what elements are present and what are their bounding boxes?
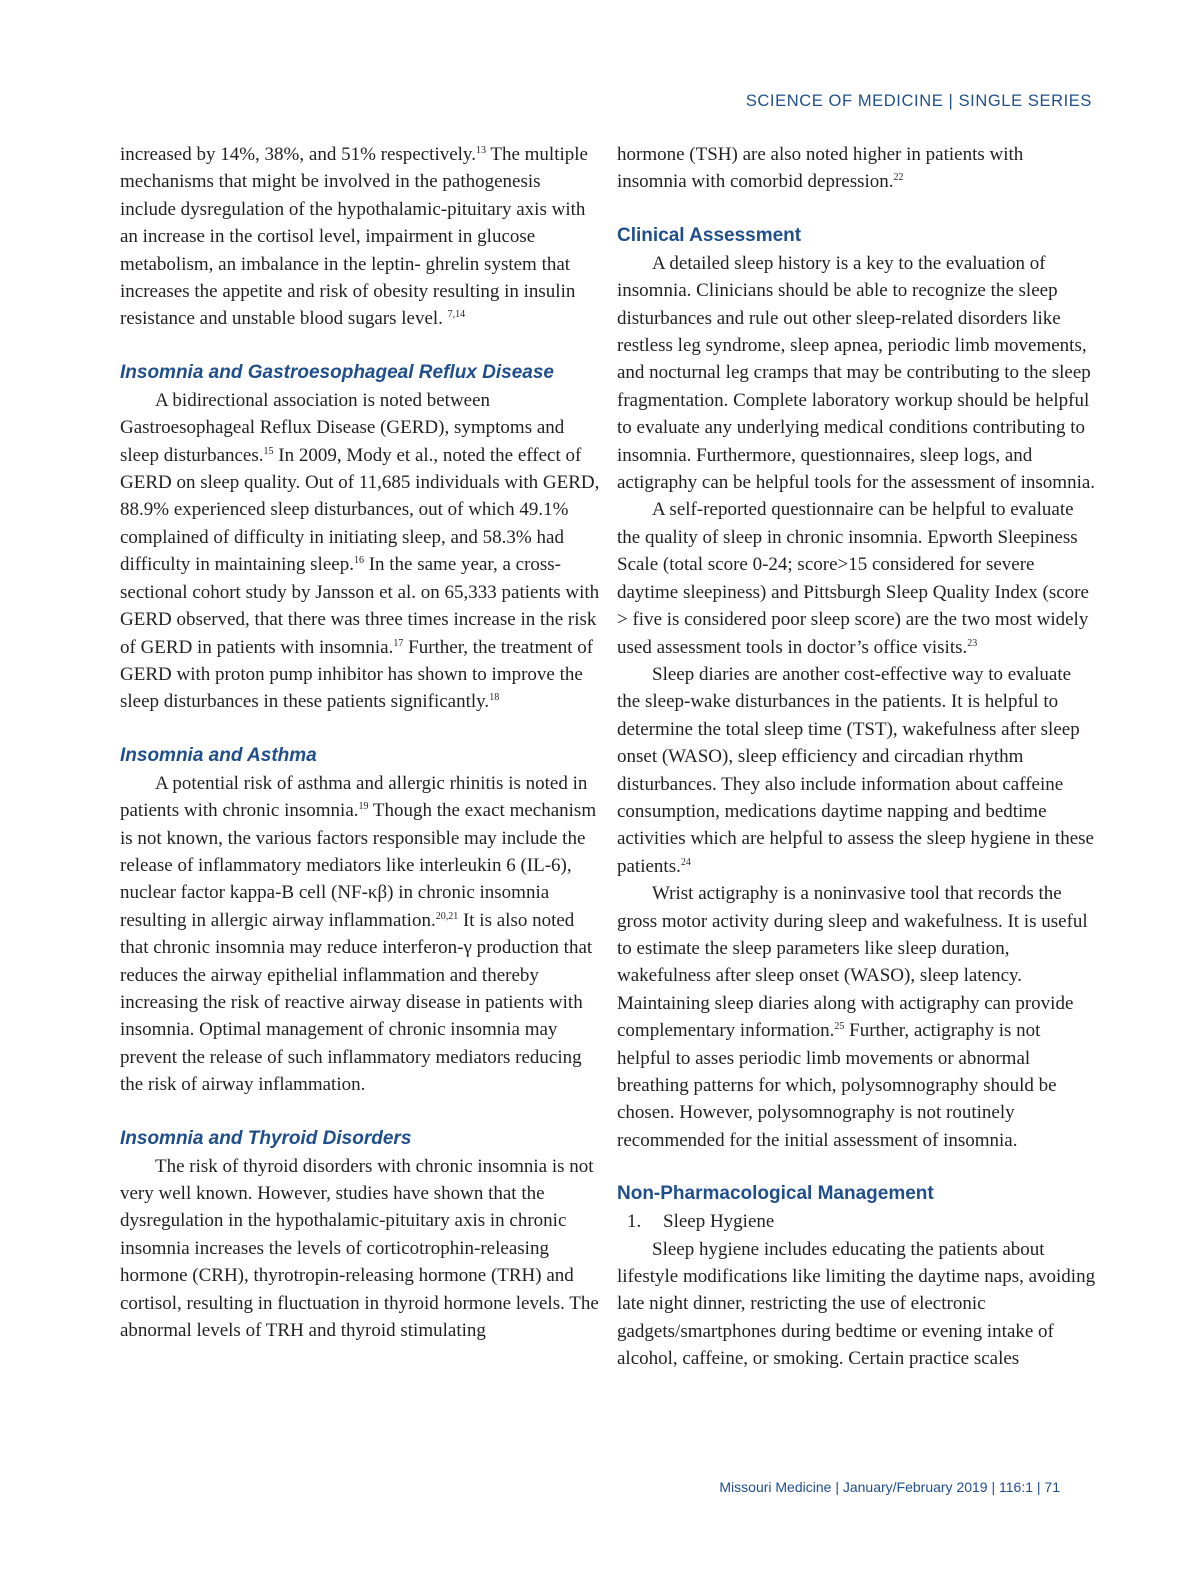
- page-footer: Missouri Medicine | January/February 2019 | 116:1 | 71: [719, 1479, 1060, 1495]
- citation: 7,14: [447, 309, 466, 321]
- citation: 16: [353, 555, 364, 567]
- citation: 19: [358, 801, 369, 813]
- section-heading-non-pharmacological: Non-Pharmacological Management: [617, 1183, 934, 1205]
- paragraph: A self-reported questionnaire can be helpful to evaluate the quality of sleep in chronic insomnia. Epworth Sleepiness Scale (total score 0-24; score>15 considered for severe daytime sleepiness) and Pittsburgh Sleep Quality Index (score > five is considered poor sleep score) are the two most widely used assessment tools in doctor’s office visits.$^{23}$: [617, 499, 1089, 658]
- paragraph: A bidirectional association is noted between Gastroesophageal Reflux Disease (GERD), symptoms and sleep disturbances.$^{15}$ In 2009, Mody et al., noted the effect of GERD on sleep quality. Out of 11,685 individuals with GERD, 88.9% experienced sleep disturbances, out of which 49.1% complained of difficulty in initiating sleep, and 58.3% had difficulty in maintaining sleep.$^{16}$ In the same year, a cross-sectional cohort study by Jansson et al. on 65,333 patients with GERD observed, that there was three times increase in the risk of GERD in patients with insomnia.$^{17}$ Further, the treatment of GERD with proton pump inhibitor has shown to improve the sleep disturbances in these patients significantly.$^{18}$: [120, 389, 600, 713]
- citation: 23: [967, 637, 978, 649]
- paragraph: Sleep diaries are another cost-effective way to evaluate the sleep-wake disturbances in the patients. It is helpful to determine the total sleep time (TST), wakefulness after sleep onset (WASO), sleep efficiency and circadian rhythm disturbances. They also include information about caffeine consumption, medications daytime napping and bedtime activities which are helpful to assess the sleep hygiene in these patients.$^{24}$: [617, 663, 1094, 877]
- list-item: 1. Sleep Hygiene: [627, 1211, 775, 1233]
- paragraph: A potential risk of asthma and allergic rhinitis is noted in patients with chronic insomnia.$^{19}$ Though the exact mechanism is not known, the various factors responsible may include the release of inflammatory mediators like interleukin 6 (IL-6), nuclear factor kappa-B cell (NF-κβ) in chronic insomnia resulting in allergic airway inflammation.$^{20,21}$ It is also noted that chronic insomnia may reduce interferon-γ production that reduces the airway epithelial inflammation and thereby increasing the risk of reactive airway disease in patients with insomnia. Optimal management of chronic insomnia may prevent the release of such inflammatory mediators reducing the risk of airway inflammation.: [120, 772, 597, 1096]
- citation: 25: [834, 1021, 845, 1033]
- paragraph: The risk of thyroid disorders with chronic insomnia is not very well known. However, studies have shown that the dysregulation in the hypothalamic-pituitary axis in chronic insomnia increases the levels of corticotrophin-releasing hormone (CRH), thyrotropin-releasing hormone (TRH) and cortisol, resulting in fluctuation in thyroid hormone levels. The abnormal levels of TRH and thyroid stimulating: [120, 1155, 599, 1342]
- paragraph: Wrist actigraphy is a noninvasive tool that records the gross motor activity during sleep and wakefulness. It is useful to estimate the sleep parameters like sleep duration, wakefulness after sleep onset (WASO), sleep latency. Maintaining sleep diaries along with actigraphy can provide complementary information.$^{25}$ Further, actigraphy is not helpful to asses periodic limb movements or abnormal breathing patterns for which, polysomnography should be chosen. However, polysomnography is not routinely recommended for the initial assessment of insomnia.: [617, 883, 1088, 1151]
- citation: 18: [489, 692, 500, 704]
- citation: 22: [893, 172, 904, 184]
- paragraph: Sleep hygiene includes educating the patients about lifestyle modifications like limiting the daytime naps, avoiding late night dinner, restricting the use of electronic gadgets/smartphones during bedtime or evening intake of alcohol, caffeine, or smoking. Certain practice scales: [617, 1238, 1096, 1370]
- section-heading-gerd: Insomnia and Gastroesophageal Reflux Disease: [120, 361, 554, 383]
- citation: 17: [393, 637, 404, 649]
- citation: 24: [680, 856, 691, 868]
- citation: 13: [475, 145, 486, 156]
- paragraph: increased by 14%, 38%, and 51% respectively.$^{13}$ The multiple mechanisms that might be involved in the pathogenesis include dysregulation of the hypothalamic-pituitary axis with an increase in the cortisol level, impairment in glucose metabolism, an imbalance in the leptin- ghrelin system that increases the appetite and risk of obesity resulting in insulin resistance and unstable blood sugars level. $^{7,14}$: [120, 144, 588, 330]
- section-heading-thyroid: Insomnia and Thyroid Disorders: [120, 1127, 412, 1149]
- running-header: SCIENCE OF MEDICINE | SINGLE SERIES: [745, 92, 1092, 110]
- citation: 20,21: [435, 910, 459, 922]
- section-heading-asthma: Insomnia and Asthma: [120, 744, 317, 766]
- section-heading-clinical-assessment: Clinical Assessment: [617, 224, 802, 246]
- left-column: [120, 141, 600, 1344]
- paragraph: hormone (TSH) are also noted higher in patients with insomnia with comorbid depression.$^{22}$: [617, 144, 1024, 193]
- right-column: [617, 141, 1097, 1373]
- citation: 15: [263, 445, 274, 457]
- paragraph: A detailed sleep history is a key to the evaluation of insomnia. Clinicians should be able to recognize the sleep disturbances and rule out other sleep-related disorders like restless leg syndrome, sleep apnea, periodic limb movements, and nocturnal leg cramps that may be contributing to the sleep fragmentation. Complete laboratory workup should be helpful to evaluate any underlying medical conditions contributing to insomnia. Furthermore, questionnaires, sleep logs, and actigraphy can be helpful tools for the assessment of insomnia.: [617, 252, 1096, 494]
